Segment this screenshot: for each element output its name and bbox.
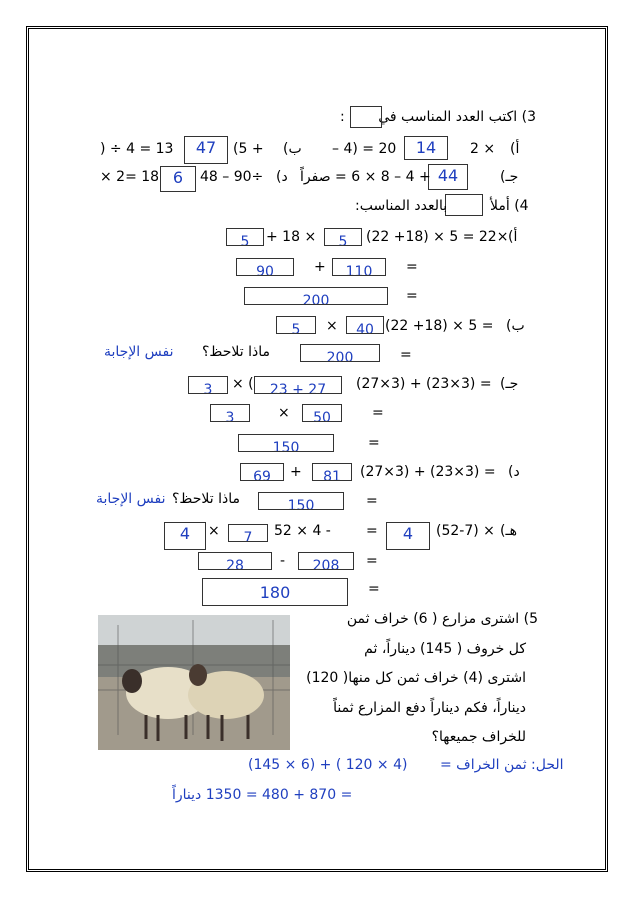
q3-c-label: جـ) [500, 169, 519, 185]
q3-d-answer-box[interactable]: 6 [160, 166, 196, 192]
q4-b-observe: ماذا تلاحظ؟ [202, 344, 270, 360]
q3-d-rhs: × 2= 18 [100, 169, 160, 185]
q4-d-label: د) [508, 464, 520, 480]
q4-e-r2-box1[interactable]: 208 [298, 552, 354, 570]
q4-c-times: × ( [232, 376, 254, 392]
q3-c-rest: + 4 – 8 × 6 = صفراً [300, 169, 431, 185]
q4-c-r2-times: × [278, 405, 290, 421]
q4-example-box [445, 194, 483, 216]
q3-c-answer-box[interactable]: 44 [428, 164, 468, 190]
q4-d-box1[interactable]: 81 [312, 463, 352, 481]
q3-b-rhs: ) ÷ 4 = 13 [100, 141, 174, 157]
q4-a-r2-box2[interactable]: 110 [332, 258, 386, 276]
q3-example-box [350, 106, 382, 128]
q4-b-r2-eq: = [400, 347, 412, 363]
q3-title: 3) اكتب العدد المناسب في [378, 109, 536, 125]
q4-title-start: 4) أملأ [490, 198, 529, 214]
q4-b-expr: (22 +18) × 5 = [385, 318, 494, 334]
q3-b-label: ب) [283, 141, 302, 157]
q4-e-times: × [208, 523, 220, 539]
sheep-photo [98, 615, 290, 750]
q3-a-answer-box[interactable]: 14 [404, 136, 448, 160]
q4-c-label: جـ) [500, 376, 519, 392]
q5-line4: ديناراً، فكم ديناراً دفع المزارع ثمناً [333, 700, 526, 716]
q4-e-r2-minus: - [280, 553, 286, 569]
q3-a-label: أ) [510, 141, 520, 157]
q4-b-same-answer: نفس الإجابة [104, 344, 174, 360]
q5-solution-label: الحل: ثمن الخراف = [440, 757, 564, 773]
q5-line2: كل خروف ( 145) ديناراً، ثم [364, 641, 526, 657]
q4-a-r2-box1[interactable]: 90 [236, 258, 294, 276]
q4-c-r2-box2[interactable]: 3 [210, 404, 250, 422]
q4-title-end: بالعدد المناسب: [355, 198, 448, 214]
q4-a-label: أ) [508, 229, 518, 245]
q4-c-r2-box1[interactable]: 50 [302, 404, 342, 422]
q4-c-paren-box[interactable]: 23 + 27 [254, 376, 342, 394]
q4-e-r3-eq: = [368, 581, 380, 597]
q4-a-r3-box[interactable]: 200 [244, 287, 388, 305]
q4-c-r3-eq: = [368, 435, 380, 451]
q4-d-same-answer: نفس الإجابة [96, 491, 166, 507]
q4-d-r2-box[interactable]: 150 [258, 492, 344, 510]
q4-a-plus: + 18 × [266, 229, 317, 245]
q4-a-r2-plus: + [314, 259, 326, 275]
q4-a-r2-eq: = [406, 259, 418, 275]
q4-a-expr: (22 +18) × 5 = 22× [366, 229, 509, 245]
q5-solution-expr: (145 × 6) + ( 120 × 4) [248, 757, 408, 773]
q4-d-observe: ماذا تلاحظ؟ [172, 491, 240, 507]
q4-d-plus: + [290, 464, 302, 480]
q4-b-box2[interactable]: 5 [276, 316, 316, 334]
q4-d-r2-eq: = [366, 493, 378, 509]
q4-c-box-left[interactable]: 3 [188, 376, 228, 394]
q4-e-r2-eq: = [366, 553, 378, 569]
q5-line3: اشترى (4) خراف ثمن كل منها( 120) [306, 670, 526, 686]
q4-e-label: هـ) [500, 523, 517, 539]
q5-result-expr: = 870 + 480 = 1350 ديناراً [172, 787, 353, 803]
q5-line5: للخراف جميعها؟ [431, 729, 526, 745]
q4-c-expr: (27×3) + (23×3) = [356, 376, 492, 392]
q4-e-box3[interactable]: 4 [164, 522, 206, 550]
q5-line1: 5) اشترى مزارع ( 6) خراف ثمن [346, 611, 538, 627]
q4-e-box2[interactable]: 7 [228, 524, 268, 542]
q4-a-box1[interactable]: 5 [226, 228, 264, 246]
q3-a-mid: – 4) = 20 [332, 141, 397, 157]
q3-d-lhs: 48 – 90÷ [200, 169, 264, 185]
q4-e-box1[interactable]: 4 [386, 522, 430, 550]
q4-e-expr: (52-7) × [436, 523, 495, 539]
q4-e-r3-box[interactable]: 180 [202, 578, 348, 606]
q4-d-expr: (27×3) + (23×3) = [360, 464, 496, 480]
q4-b-times: × [326, 318, 338, 334]
q4-b-box1[interactable]: 40 [346, 316, 384, 334]
q4-a-box2[interactable]: 5 [324, 228, 362, 246]
q4-c-r2-eq: = [372, 405, 384, 421]
q4-e-rest: 52 × 4 - [274, 523, 331, 539]
q4-d-box2[interactable]: 69 [240, 463, 284, 481]
q4-b-label: ب) [506, 318, 525, 334]
q3-a-lhs: 2 × [470, 141, 496, 157]
q4-a-r3-eq: = [406, 288, 418, 304]
q3-b-answer-box[interactable]: 47 [184, 136, 228, 164]
q4-e-r2-box2[interactable]: 28 [198, 552, 272, 570]
q3-b-lhs: (5 + [233, 141, 264, 157]
q4-b-r2-box[interactable]: 200 [300, 344, 380, 362]
q3-d-label: د) [276, 169, 288, 185]
q4-e-eq: = [366, 523, 378, 539]
q4-c-r3-box[interactable]: 150 [238, 434, 334, 452]
q3-title-colon: : [340, 109, 345, 125]
